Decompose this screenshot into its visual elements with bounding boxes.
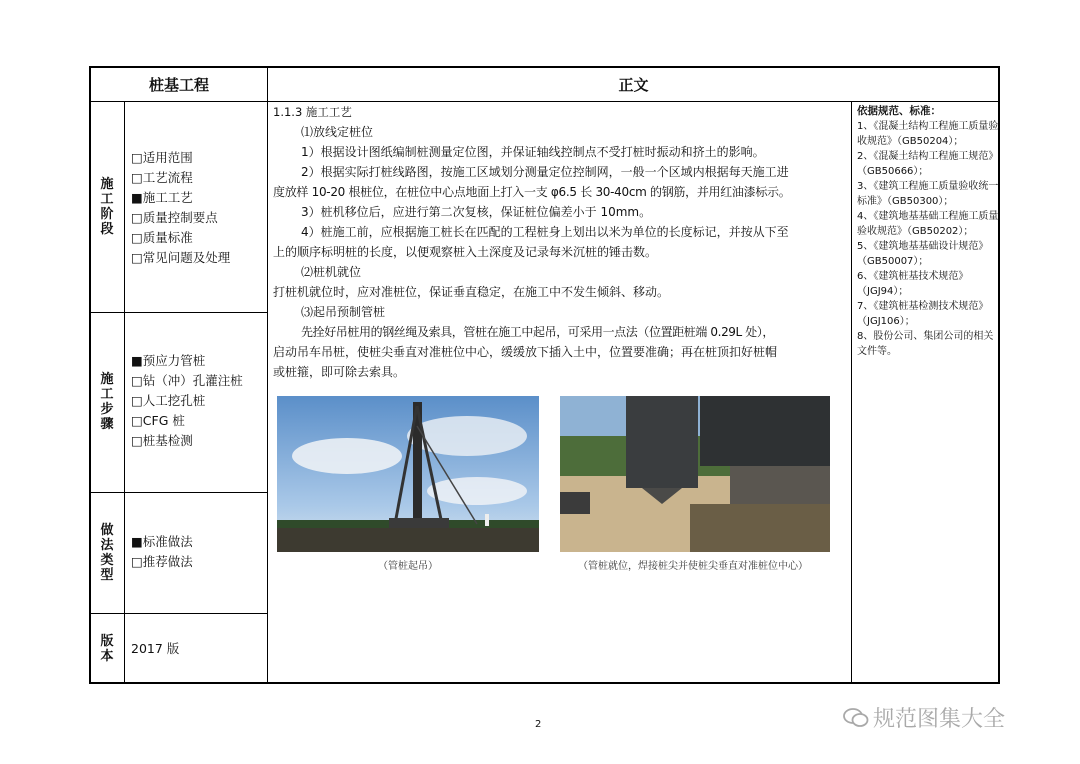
- header-main: 正文: [267, 68, 1000, 102]
- section-label-steps: 施 工 步 骤: [100, 372, 114, 432]
- divider: [267, 68, 268, 682]
- method-options: [131, 532, 193, 572]
- stage-options: [131, 148, 230, 268]
- document-table: [89, 66, 1000, 684]
- watermark-text: 规范图集大全: [873, 707, 1006, 732]
- heading-section: 1.1.3 施工工艺: [273, 105, 352, 119]
- photo2-caption: （管桩就位，焊接桩尖并使桩尖垂直对准桩位中心）: [578, 561, 808, 572]
- section-label-stage: 施 工 阶 段: [100, 177, 114, 237]
- reference-item: 8、股份公司、集团公司的相关文件等。: [857, 331, 994, 357]
- version-text: 2017 版: [131, 641, 180, 656]
- photo1-caption: （管桩起吊）: [378, 561, 438, 572]
- subheading: ⑵桩机就位: [301, 265, 362, 279]
- page-number: 2: [535, 719, 542, 730]
- paragraph: 2）根据实际打桩线路图，按施工区域划分测量定位控制网，一般一个区域内根据每天施工进: [301, 165, 789, 179]
- reference-item: 6、《建筑桩基技术规范》（JGJ94）；: [857, 271, 969, 297]
- subheading: ⑶起吊预制管桩: [301, 305, 386, 319]
- reference-item: 4、《建筑地基基础工程施工质量验收规范》（GB50202）；: [857, 211, 999, 237]
- paragraph: 度放样 10-20 根桩位，在桩位中心点地面上打入一支 φ6.5 长 30-40cm 的钢筋，并用红油漆标示。: [273, 185, 791, 199]
- main-body: [273, 102, 849, 382]
- paragraph: 先拴好吊桩用的钢丝绳及索具，管桩在施工中起吊，可采用一点法（位置距桩端 0.29L 处），: [301, 325, 775, 339]
- photo-pile-lifting: [277, 396, 539, 552]
- subheading: ⑴放线定桩位: [301, 125, 374, 139]
- wechat-icon: [843, 708, 869, 728]
- option-item[interactable]: ■施工工艺: [131, 190, 193, 205]
- reference-item: 5、《建筑地基基础设计规范》（GB50007）；: [857, 241, 989, 267]
- steps-options: [131, 351, 243, 451]
- option-item[interactable]: □钻（冲）孔灌注桩: [131, 373, 243, 388]
- paragraph: 或桩箍，即可除去索具。: [273, 365, 406, 379]
- version-value: [131, 639, 179, 659]
- option-item[interactable]: ■预应力管桩: [131, 353, 206, 368]
- reference-item: 3、《建筑工程施工质量验收统一标准》（GB50300）；: [857, 181, 999, 207]
- paragraph: 启动吊车吊桩，使桩尖垂直对准桩位中心，缓缓放下插入土中，位置要准确；再在桩顶扣好桩帽: [273, 345, 778, 359]
- watermark: [843, 702, 1005, 733]
- option-item[interactable]: □常见问题及处理: [131, 250, 231, 265]
- option-item[interactable]: □推荐做法: [131, 554, 193, 569]
- references: [857, 104, 999, 359]
- reference-item: 2、《混凝土结构工程施工规范》（GB50666）；: [857, 151, 999, 177]
- paragraph: 3）桩机移位后，应进行第二次复核，保证桩位偏差小于 10mm。: [301, 205, 652, 219]
- divider: [851, 102, 852, 682]
- section-label-version: 版 本: [100, 633, 114, 664]
- paragraph: 打桩机就位时，应对准桩位，保证垂直稳定，在施工中不发生倾斜、移动。: [273, 285, 670, 299]
- photo-pile-positioning: [560, 396, 830, 552]
- section-label-method: 做 法 类 型: [100, 522, 114, 583]
- option-item[interactable]: □质量标准: [131, 230, 193, 245]
- divider: [124, 102, 125, 682]
- reference-item: 7、《建筑桩基检测技术规范》（JGJ106）；: [857, 301, 989, 327]
- paragraph: 上的顺序标明桩的长度，以便观察桩入土深度及记录每米沉桩的锤击数。: [273, 245, 658, 259]
- option-item[interactable]: □质量控制要点: [131, 210, 218, 225]
- option-item[interactable]: □工艺流程: [131, 170, 193, 185]
- option-item[interactable]: □CFG 桩: [131, 413, 185, 428]
- references-title: 依据规范、标准：: [857, 105, 941, 117]
- reference-item: 1、《混凝土结构工程施工质量验收规范》（GB50204）；: [857, 121, 999, 147]
- option-item[interactable]: □桩基检测: [131, 433, 193, 448]
- option-item[interactable]: □人工挖孔桩: [131, 393, 206, 408]
- option-item[interactable]: ■标准做法: [131, 534, 193, 549]
- option-item[interactable]: □适用范围: [131, 150, 193, 165]
- paragraph: 1）根据设计图纸编制桩测量定位图，并保证轴线控制点不受打桩时振动和挤土的影响。: [301, 145, 765, 159]
- paragraph: 4）桩施工前，应根据施工桩长在匹配的工程桩身上划出以米为单位的长度标记，并按从下至: [301, 225, 789, 239]
- header-left: 桩基工程: [91, 68, 267, 102]
